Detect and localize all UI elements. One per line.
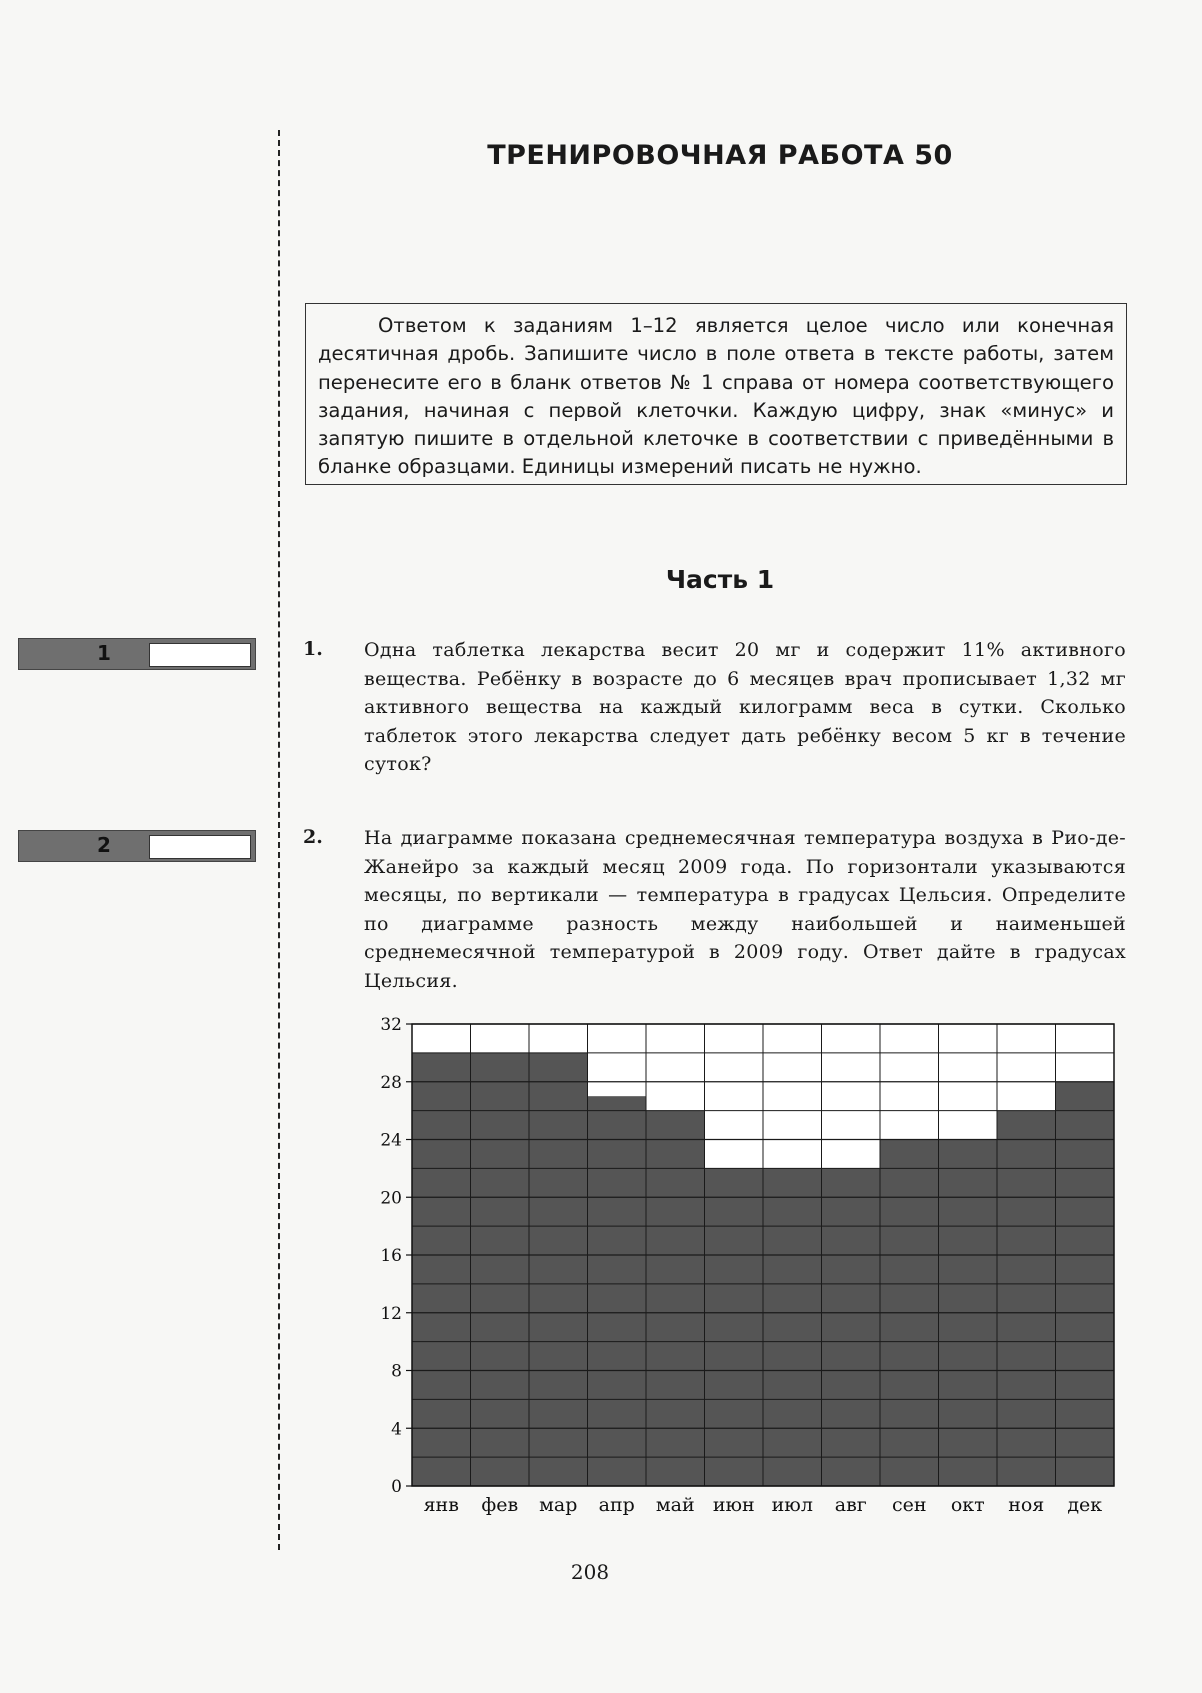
answer-box-2 (18, 830, 256, 862)
x-tick-label: сен (891, 1494, 927, 1516)
y-tick-label: 16 (380, 1246, 402, 1266)
y-tick-label: 12 (380, 1303, 402, 1324)
answer-field-2[interactable] (149, 835, 251, 859)
bar-июн (705, 1168, 764, 1486)
page-title: ТРЕНИРОВОЧНАЯ РАБОТА 50 (487, 140, 953, 171)
y-tick-label: 28 (380, 1072, 402, 1093)
task-2-text: На диаграмме показана среднемесячная температура воздуха в Рио-де-Жанейро за каждый месяц 2009 года. По горизонтали указываются месяцы, по вертикали — температура в градусах Цельсия. Определите по диаграмме разность между наибольшей и наименьшей среднемесячной температурой в 2009 году. Ответ дайте в градусах Цельсия. (364, 827, 1126, 992)
y-tick-label: 32 (380, 1015, 402, 1035)
cut-line (278, 130, 280, 1550)
bar-авг (822, 1168, 881, 1486)
bar-май (646, 1111, 705, 1486)
x-tick-label: авг (834, 1494, 867, 1516)
answer-box-label: 2 (97, 833, 111, 857)
answer-field-1[interactable] (149, 643, 251, 667)
instructions-box: Ответом к заданиям 1–12 является целое число или конечная десятичная дробь. Запишите число в поле ответа в тексте работы, затем перенесите его в бланк ответов № 1 справа от номера соответствующего задания, начиная с первой клеточки. Каждую цифру, знак «минус» и запятую пишите в отдельной клеточке в соответствии с приведёнными в бланке образцами. Единицы измерений писать не нужно. (305, 303, 1127, 485)
y-tick-label: 20 (380, 1188, 402, 1209)
x-tick-label: окт (950, 1494, 985, 1516)
task-1-text: Одна таблетка лекарства весит 20 мг и содержит 11% активного вещества. Ребёнку в возрасте до 6 месяцев врач прописывает 1,32 мг активного вещества на каждый килограмм веса в сутки. Сколько таблеток этого лекарства следует дать ребёнку весом 5 кг в течение суток? (364, 639, 1126, 776)
bar-фев (471, 1053, 530, 1486)
bar-ноя (997, 1111, 1056, 1486)
task-number: 2. (303, 826, 323, 848)
x-tick-label: дек (1067, 1494, 1103, 1516)
x-tick-label: апр (598, 1494, 635, 1516)
x-tick-label: фев (481, 1494, 519, 1516)
y-tick-label: 4 (391, 1419, 402, 1440)
section-heading: Часть 1 (665, 565, 775, 594)
answer-box-label: 1 (97, 641, 111, 665)
x-tick-label: янв (423, 1494, 459, 1516)
bar-янв (412, 1053, 471, 1486)
bar-мар (529, 1053, 588, 1486)
y-tick-label: 0 (391, 1477, 402, 1497)
task-number: 1. (303, 638, 323, 660)
x-tick-label: май (655, 1494, 695, 1516)
bar-июл (763, 1168, 822, 1486)
page-number: 208 (570, 1560, 610, 1584)
x-tick-label: июн (712, 1494, 755, 1516)
bar-апр (588, 1096, 647, 1486)
y-tick-label: 24 (380, 1130, 402, 1151)
x-tick-label: мар (539, 1494, 578, 1516)
temperature-chart (360, 1010, 1120, 1530)
answer-box-1 (18, 638, 256, 670)
x-tick-label: июл (771, 1494, 813, 1516)
y-tick-label: 8 (391, 1361, 402, 1382)
x-tick-label: ноя (1008, 1494, 1045, 1516)
